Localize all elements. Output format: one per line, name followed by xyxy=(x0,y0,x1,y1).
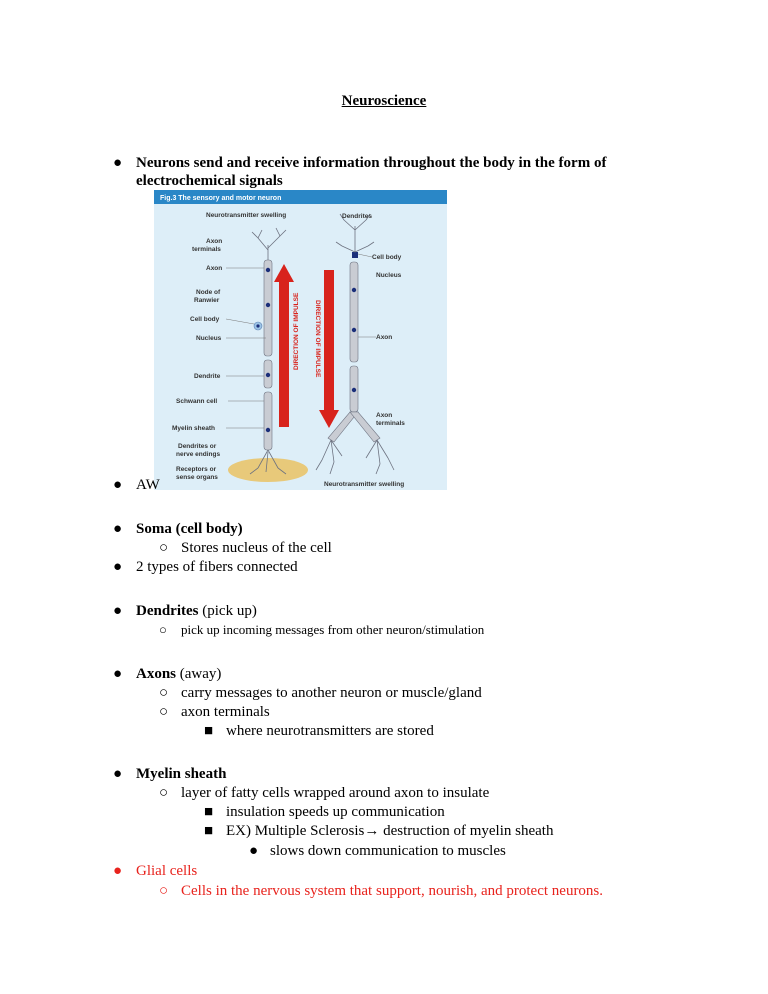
neuron-diagram xyxy=(154,190,447,490)
bullet-glyph: ○ xyxy=(159,622,167,637)
bullet-glyph: ■ xyxy=(204,723,214,739)
bullet-glyph: ■ xyxy=(204,804,214,820)
axons-heading: Axons xyxy=(136,666,177,682)
label-axon-terminals-r1: Axon xyxy=(376,412,393,419)
dendrites-heading: Dendrites xyxy=(136,603,199,619)
label-dendrites-or: Dendrites or xyxy=(178,443,217,450)
arrow-up-label: DIRECTION OF IMPULSE xyxy=(293,292,300,370)
soma-heading: Soma (cell body) xyxy=(136,521,243,537)
soma-detail: Stores nucleus of the cell xyxy=(181,540,332,556)
bullet-glyph: ● xyxy=(113,559,123,575)
axons-note: (away) xyxy=(176,666,222,682)
neurons-line-2: electrochemical signals xyxy=(136,173,283,189)
figure-header: Fig.3 The sensory and motor neuron xyxy=(160,195,282,202)
neurons-line-1: Neurons send and receive information throughout the body in the form of xyxy=(136,155,607,171)
glial-heading: Glial cells xyxy=(136,863,198,879)
axons-detail-1: carry messages to another neuron or muscle/gland xyxy=(181,685,482,701)
myelin-detail: layer of fatty cells wrapped around axon to insulate xyxy=(181,785,490,801)
dendrites-note: (pick up) xyxy=(198,603,257,619)
axons-detail-2: axon terminals xyxy=(181,704,270,720)
label-sense-organs: sense organs xyxy=(176,474,218,481)
bullet-glyph: ● xyxy=(113,666,123,682)
page-title: Neuroscience xyxy=(341,93,427,109)
label-right-nucleus: Nucleus xyxy=(376,272,402,279)
bullet-glyph: ● xyxy=(113,155,123,171)
label-schwann-cell: Schwann cell xyxy=(176,398,218,405)
axons-detail-2a: where neurotransmitters are stored xyxy=(226,723,434,739)
bullet-glyph: ■ xyxy=(204,823,214,839)
label-cell-body: Cell body xyxy=(190,316,220,323)
label-dendrites: Dendrites xyxy=(342,213,372,220)
aw-text: AW xyxy=(136,477,160,493)
label-node-2: Ranwier xyxy=(194,297,220,304)
bullet-glyph: ● xyxy=(113,863,123,879)
glial-detail: Cells in the nervous system that support, nourish, and protect neurons. xyxy=(181,883,604,899)
dendrites-detail: pick up incoming messages from other neuron/stimulation xyxy=(181,622,485,637)
bullet-glyph: ● xyxy=(249,843,259,859)
label-axon: Axon xyxy=(206,265,223,272)
bullet-glyph: ● xyxy=(113,477,123,493)
label-right-cell-body: Cell body xyxy=(372,254,402,261)
label-axon-terminals-1: Axon xyxy=(206,238,223,245)
myelin-detail-b1: slows down communication to muscles xyxy=(270,843,506,859)
label-right-axon: Axon xyxy=(376,334,393,341)
fibers-text: 2 types of fibers connected xyxy=(136,559,298,575)
axons-line xyxy=(136,665,221,683)
bullet-glyph: ○ xyxy=(159,685,169,701)
myelin-detail-b: EX) Multiple Sclerosis→ destruction of myelin sheath xyxy=(226,823,554,839)
bullet-glyph: ○ xyxy=(159,883,169,899)
label-nerve-endings: nerve endings xyxy=(176,451,221,458)
label-nucleus: Nucleus xyxy=(196,335,222,342)
bullet-glyph: ○ xyxy=(159,540,169,556)
label-node-1: Node of xyxy=(196,289,221,296)
label-axon-terminals-2: terminals xyxy=(192,246,221,253)
label-myelin-sheath: Myelin sheath xyxy=(172,425,215,432)
label-axon-terminals-r2: terminals xyxy=(376,420,405,427)
bullet-glyph: ● xyxy=(113,521,123,537)
bullet-glyph: ○ xyxy=(159,704,169,720)
myelin-detail-a: insulation speeds up communication xyxy=(226,804,445,820)
label-neurotransmitter-swelling: Neurotransmitter swelling xyxy=(206,212,287,219)
bullet-glyph: ● xyxy=(113,603,123,619)
label-right-neurotransmitter: Neurotransmitter swelling xyxy=(324,481,405,488)
myelin-heading: Myelin sheath xyxy=(136,766,227,782)
dendrites-line xyxy=(136,602,257,620)
bullet-glyph: ● xyxy=(113,766,123,782)
label-receptors-or: Receptors or xyxy=(176,466,217,473)
label-dendrite: Dendrite xyxy=(194,373,221,380)
bullet-glyph: ○ xyxy=(159,785,169,801)
arrow-down-label: DIRECTION OF IMPULSE xyxy=(314,300,321,378)
